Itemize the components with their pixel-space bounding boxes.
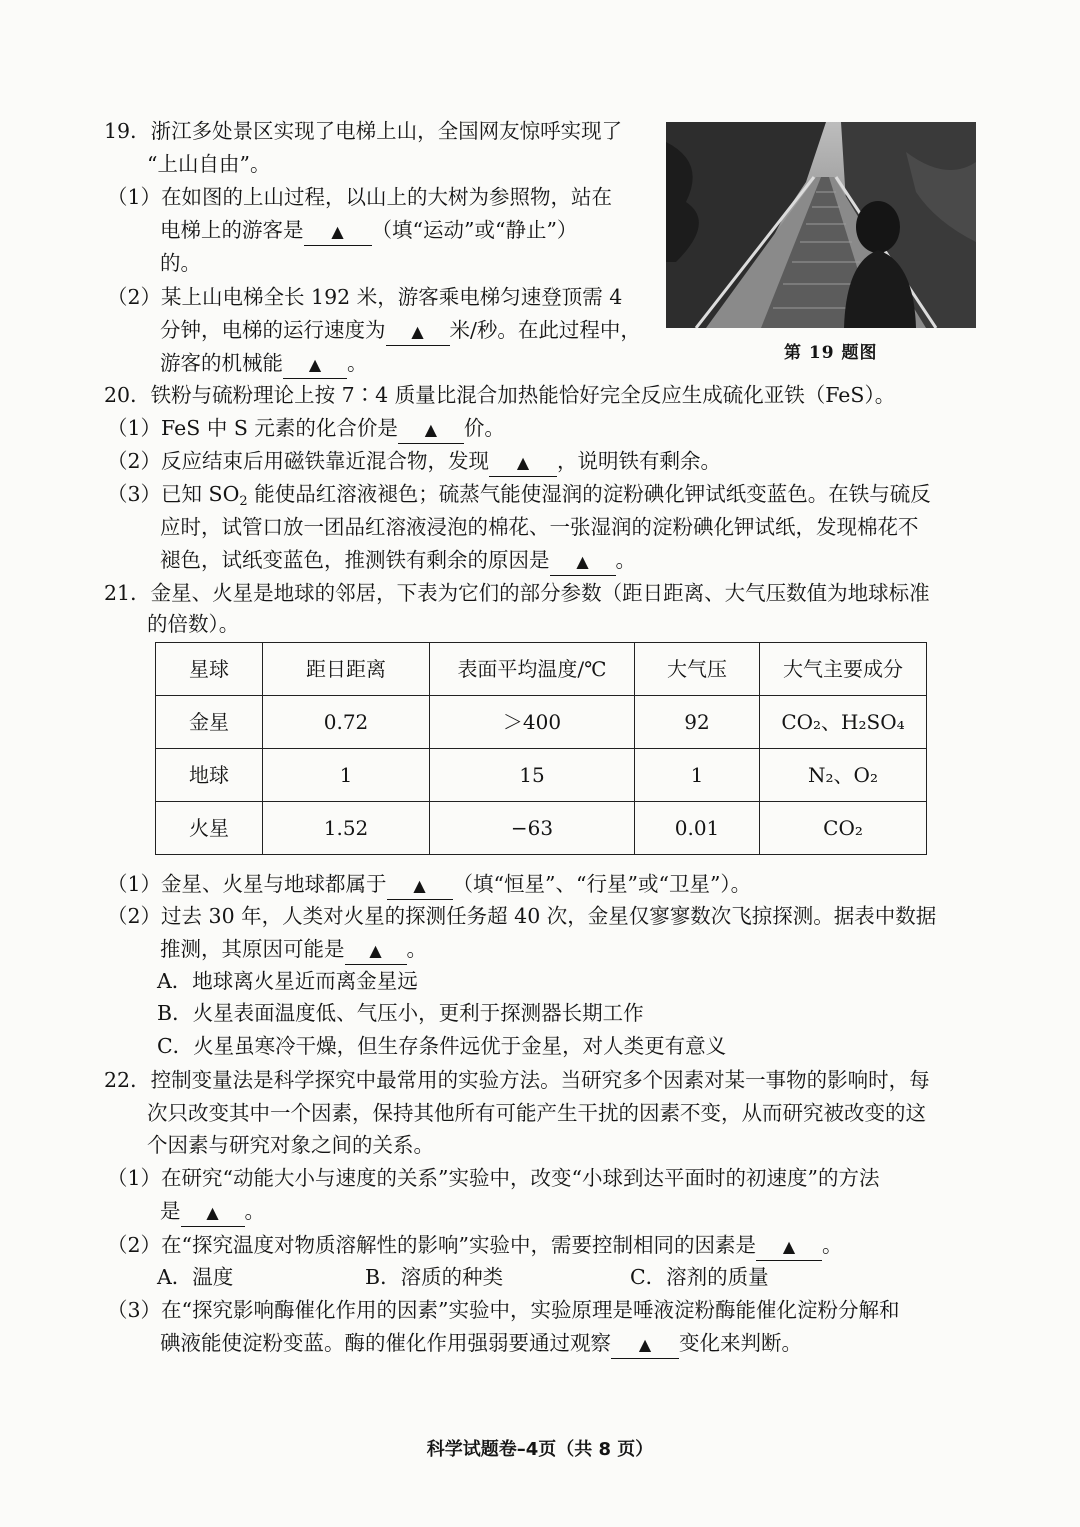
triangle-marker-icon: ▲ (411, 322, 424, 341)
q22-control-blank[interactable] (756, 1232, 822, 1261)
q22-observe-blank[interactable] (611, 1330, 679, 1359)
escalator-illustration (666, 122, 976, 328)
table-cell: 0.01 (635, 802, 760, 855)
q22-part2: （2）在“探究温度对物质溶解性的影响”实验中，需要控制相同的因素是 ▲ 。 (107, 1229, 843, 1261)
q19-part1-line1: （1）在如图的上山过程，以山上的大树为参照物，站在 (107, 185, 613, 209)
table-header: 大气主要成分 (760, 643, 927, 696)
q22-stem-line1: 22．控制变量法是科学探究中最常用的实验方法。当研究多个因素对某一事物的影响时，每 (104, 1068, 930, 1092)
table-row (156, 696, 927, 749)
table-cell: 1 (635, 749, 760, 802)
q19-part2-line2: 分钟，电梯的运行速度为 ▲ 米/秒。在此过程中， (160, 314, 641, 346)
q20-stem: 20．铁粉与硫粉理论上按 7∶4 质量比混合加热能恰好完全反应生成硫化亚铁（FeS）。 (104, 383, 896, 407)
table-cell: −63 (430, 802, 635, 855)
triangle-marker-icon: ▲ (331, 222, 344, 241)
triangle-marker-icon: ▲ (782, 1237, 796, 1256)
q19-part2-line1: （2）某上山电梯全长 192 米，游客乘电梯匀速登顶需 4 (107, 285, 623, 309)
q22-stem-line3: 个因素与研究对象之间的关系。 (147, 1133, 434, 1157)
triangle-marker-icon: ▲ (369, 941, 382, 960)
q22-part3-line1: （3）在“探究影响酶催化作用的因素”实验中，实验原理是唾液淀粉酶能催化淀粉分解和 (107, 1298, 900, 1322)
table-cell: 地球 (156, 749, 263, 802)
table-header: 星球 (156, 643, 263, 696)
table-header-row (156, 643, 927, 696)
q19-part1-line3: 的。 (160, 251, 201, 275)
q22-option-c[interactable]: C．溶剂的质量 (630, 1265, 769, 1289)
table-cell: ＞400 (430, 696, 635, 749)
q19-part2-line3: 游客的机械能 ▲ 。 (160, 347, 368, 379)
table-cell: 1 (263, 749, 430, 802)
triangle-marker-icon: ▲ (638, 1335, 652, 1354)
q21-part2-line2: 推测，其原因可能是 ▲ 。 (160, 933, 427, 965)
planet-parameter-table (155, 642, 927, 855)
triangle-marker-icon: ▲ (413, 876, 426, 895)
table-cell: N₂、O₂ (760, 749, 927, 802)
q21-part2-line1: （2）过去 30 年，人类对火星的探测任务超 40 次，金星仅寥寥数次飞掠探测。据表中数据 (107, 904, 937, 928)
q19-speed-blank[interactable] (386, 317, 450, 346)
q22-option-a[interactable]: A．温度 (157, 1265, 234, 1289)
q21-option-c[interactable]: C．火星虽寒冷干燥，但生存条件远优于金星，对人类更有意义 (157, 1034, 727, 1058)
escalator-mountain-figure (666, 122, 976, 328)
q20-part3-line2: 应时，试管口放一团品红溶液浸泡的棉花、一张湿润的淀粉碘化钾试纸，发现棉花不 (160, 515, 919, 539)
q20-reason-blank[interactable] (550, 547, 616, 576)
q21-option-a[interactable]: A．地球离火星近而离金星远 (157, 969, 418, 993)
triangle-marker-icon: ▲ (576, 552, 589, 571)
table-cell: 金星 (156, 696, 263, 749)
triangle-marker-icon: ▲ (206, 1203, 219, 1222)
q20-part3-line3: 褪色，试纸变蓝色，推测铁有剩余的原因是 ▲ 。 (160, 544, 636, 576)
table-cell: 92 (635, 696, 760, 749)
q21-stem-line1: 21．金星、火星是地球的邻居，下表为它们的部分参数（距日距离、大气压数值为地球标准 (104, 581, 930, 605)
q22-part1-line2: 是 ▲ 。 (160, 1195, 265, 1227)
q22-part3-line2: 碘液能使淀粉变蓝。酶的催化作用强弱要通过观察 ▲ 变化来判断。 (160, 1327, 802, 1359)
triangle-marker-icon: ▲ (516, 453, 530, 472)
q21-option-b[interactable]: B．火星表面温度低、气压小，更利于探测器长期工作 (157, 1001, 644, 1025)
table-header: 距日距离 (263, 643, 430, 696)
q20-magnet-blank[interactable] (489, 448, 557, 477)
page-footer: 科学试题卷–4页（共 8 页） (426, 1439, 654, 1460)
figure-caption: 第 19 题图 (784, 343, 878, 363)
q19-part1-blank[interactable] (304, 217, 372, 246)
q22-method-blank[interactable] (181, 1198, 245, 1227)
q22-part1-line1: （1）在研究“动能大小与速度的关系”实验中，改变“小球到达平面时的初速度”的方法 (107, 1166, 880, 1190)
q22-option-b[interactable]: B．溶质的种类 (365, 1265, 504, 1289)
table-header: 表面平均温度/℃ (430, 643, 635, 696)
q19-stem-line1: 19．浙江多处景区实现了电梯上山，全国网友惊呼实现了 (104, 119, 623, 143)
q20-valence-blank[interactable] (398, 415, 464, 444)
q20-part2: （2）反应结束后用磁铁靠近混合物，发现 ▲ ，说明铁有剩余。 (107, 445, 721, 477)
q20-part1: （1）FeS 中 S 元素的化合价是 ▲ 价。 (107, 412, 505, 444)
q20-part3-line1: （3）已知 $SO_2$ 能使品红溶液褪色；硫蒸气能使湿润的淀粉碘化钾试纸变蓝色。在铁与硫反 (107, 482, 931, 509)
table-cell: 0.72 (263, 696, 430, 749)
table-row (156, 802, 927, 855)
q19-stem-line2: “上山自由”。 (147, 152, 271, 176)
table-cell: 火星 (156, 802, 263, 855)
triangle-marker-icon: ▲ (308, 355, 322, 374)
q21-category-blank[interactable] (387, 871, 453, 900)
table-row (156, 749, 927, 802)
table-header: 大气压 (635, 643, 760, 696)
q19-energy-blank[interactable] (283, 350, 347, 379)
q22-stem-line2: 次只改变其中一个因素，保持其他所有可能产生干扰的因素不变，从而研究被改变的这 (147, 1101, 926, 1125)
table-cell: CO₂、H₂SO₄ (760, 696, 927, 749)
q21-stem-line2: 的倍数）。 (147, 612, 240, 636)
table-cell: 15 (430, 749, 635, 802)
q21-part1: （1）金星、火星与地球都属于 ▲ （填“恒星”、“行星”或“卫星”）。 (107, 868, 751, 900)
q19-part1-line2: 电梯上的游客是 ▲ （填“运动”或“静止”） (160, 214, 577, 246)
table-cell: CO₂ (760, 802, 927, 855)
table-cell: 1.52 (263, 802, 430, 855)
triangle-marker-icon: ▲ (424, 420, 438, 439)
q21-reason-blank[interactable] (345, 936, 407, 965)
